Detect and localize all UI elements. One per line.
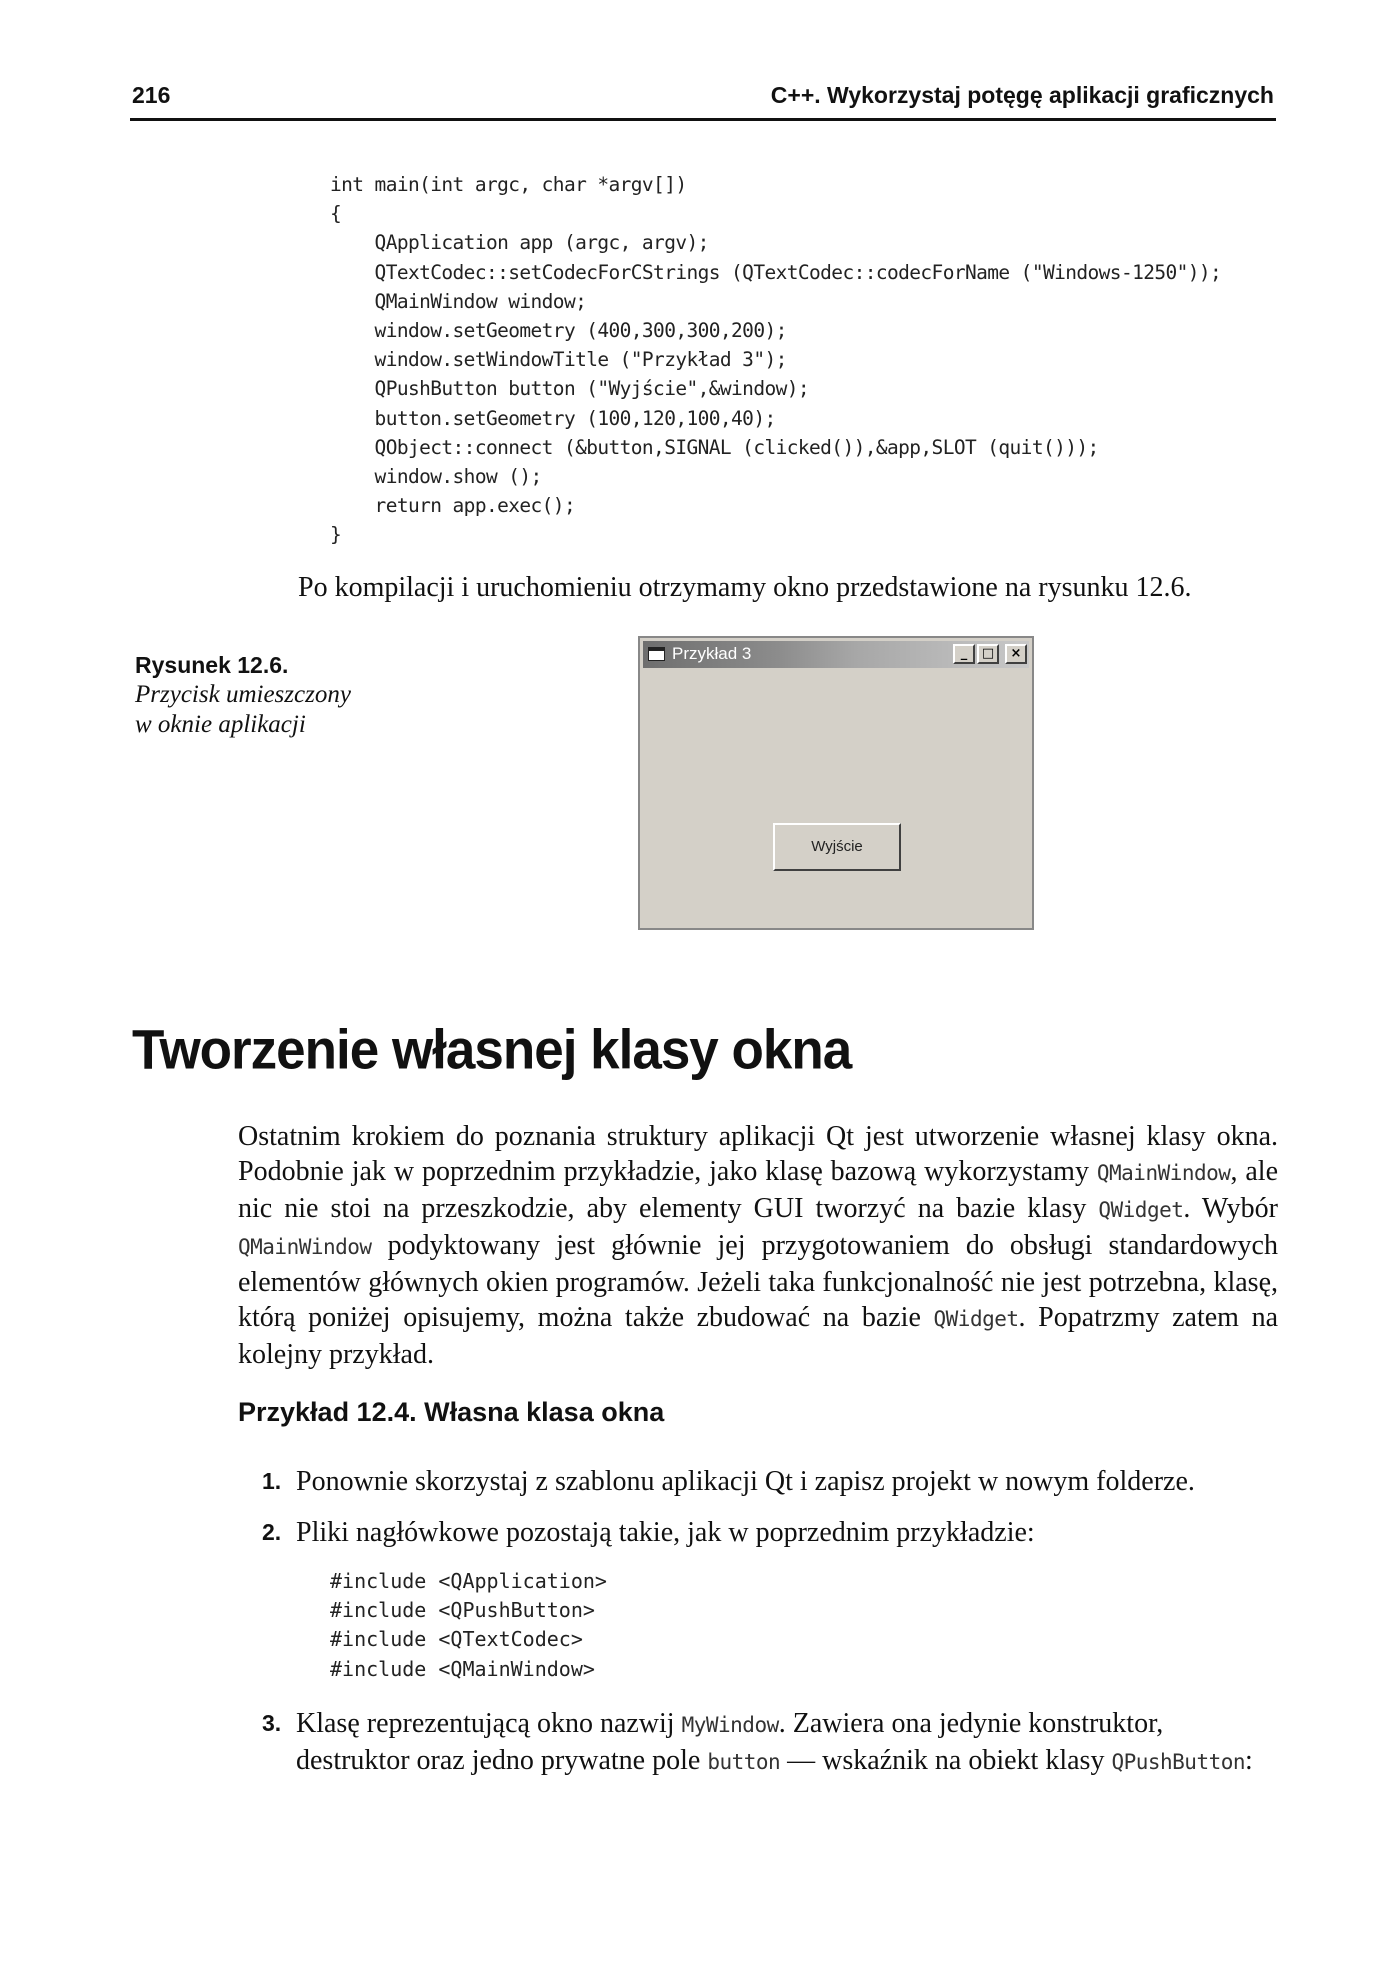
minimize-icon[interactable]: _ xyxy=(953,644,975,664)
page-number: 216 xyxy=(132,82,171,108)
code-line: QApplication app (argc, argv); xyxy=(330,231,709,255)
code-line: window.setWindowTitle ("Przykład 3"); xyxy=(330,348,787,372)
step-item xyxy=(262,1706,1272,1780)
text-run: : xyxy=(1245,1745,1253,1776)
figure-caption xyxy=(135,650,395,740)
close-icon[interactable]: × xyxy=(1005,644,1027,664)
step-text: Ponownie skorzystaj z szablonu aplikacji Qt i zapisz projekt w nowym folderze. xyxy=(296,1466,1195,1497)
code-line: return app.exec(); xyxy=(330,494,576,518)
step-number: 3. xyxy=(262,1710,282,1736)
step-item xyxy=(262,1515,1272,1550)
qt-window-screenshot xyxy=(638,636,1034,930)
text-run: . Popatrzmy zatem na kolejny przykład. xyxy=(238,1302,1278,1370)
code-line: int main(int argc, char *argv[]) xyxy=(330,173,687,196)
text-run: . Zawiera ona jedynie konstruktor, destruktor oraz jedno prywatne pole xyxy=(296,1708,1164,1776)
code-line: #include <QApplication> xyxy=(330,1569,607,1593)
section-heading: Tworzenie własnej klasy okna xyxy=(132,1019,852,1081)
code-line: #include <QMainWindow> xyxy=(330,1656,595,1681)
step-number: 2. xyxy=(262,1519,282,1545)
code-line: window.setGeometry (400,300,300,200); xyxy=(330,318,787,342)
text-run: — wskaźnik na obiekt klasy xyxy=(780,1745,1112,1776)
inline-code: QPushButton xyxy=(1111,1750,1246,1774)
inline-code: button xyxy=(707,1750,781,1774)
step-number: 1. xyxy=(262,1468,282,1494)
inline-code: QMainWindow xyxy=(1096,1161,1231,1185)
code-line: button.setGeometry (100,120,100,40); xyxy=(330,406,776,430)
step-item xyxy=(262,1464,1272,1499)
code-line: #include <QTextCodec> xyxy=(330,1627,583,1652)
code-line: QPushButton button ("Wyjście",&window); xyxy=(330,377,810,401)
code-block-includes xyxy=(330,1567,607,1684)
page-header xyxy=(130,82,1276,121)
code-line: QMainWindow window; xyxy=(330,289,587,313)
window-controls xyxy=(953,644,1027,664)
window-title: Przykład 3 xyxy=(672,644,752,663)
code-line: QTextCodec::setCodecForCStrings (QTextCodec::codecForName ("Windows-1250")); xyxy=(330,260,1222,284)
window-title-bar[interactable] xyxy=(643,641,1029,668)
inline-code: QWidget xyxy=(1098,1198,1184,1222)
window-app-icon xyxy=(648,647,665,661)
code-line: QObject::connect (&button,SIGNAL (clicked()),&app,SLOT (quit())); xyxy=(330,435,1099,459)
figure-caption-line: Przycisk umieszczony xyxy=(135,681,351,708)
code-line: window.show (); xyxy=(330,464,542,488)
paragraph-intro xyxy=(238,1119,1278,1372)
maximize-icon[interactable]: □ xyxy=(977,644,999,664)
running-title: C++. Wykorzystaj potęgę aplikacji graficznych xyxy=(770,82,1274,108)
figure-caption-title: Rysunek 12.6. xyxy=(135,652,289,678)
exit-button[interactable]: Wyjście xyxy=(773,823,901,871)
code-line: { xyxy=(330,202,342,226)
code-line: #include <QPushButton> xyxy=(330,1598,595,1623)
inline-code: QMainWindow xyxy=(238,1235,372,1259)
text-run: , ale nic nie stoi na przeszkodzie, aby elementy GUI tworzyć na bazie klasy xyxy=(238,1156,1279,1224)
text-run: Ostatnim krokiem do poznania struktury aplikacji Qt jest utworzenie własnej klasy okna. Podobnie jak w poprzednim przykładzie, jako klasę bazową wykorzystamy xyxy=(238,1121,1278,1187)
paragraph-compile-result: Po kompilacji i uruchomieniu otrzymamy okno przedstawione na rysunku 12.6. xyxy=(298,572,1192,603)
code-block-main xyxy=(330,170,1221,549)
inline-code: MyWindow xyxy=(681,1713,779,1737)
step-text xyxy=(296,1706,1272,1780)
inline-code: QWidget xyxy=(933,1307,1019,1331)
text-run: podyktowany jest głównie jej przygotowaniem do obsługi standardowych elementów głównych okien programów. Jeżeli taka funkcjonalność nie jest potrzebna, klasę, którą poniżej opisujemy, można także zbudować na bazie xyxy=(238,1230,1278,1333)
code-line: } xyxy=(330,523,342,547)
step-text: Pliki nagłówkowe pozostają takie, jak w poprzednim przykładzie: xyxy=(296,1517,1035,1548)
text-run: Klasę reprezentującą okno nazwij xyxy=(296,1708,682,1739)
figure-caption-line: w oknie aplikacji xyxy=(135,711,306,738)
example-heading: Przykład 12.4. Własna klasa okna xyxy=(238,1397,665,1427)
text-run: . Wybór xyxy=(1183,1193,1278,1224)
